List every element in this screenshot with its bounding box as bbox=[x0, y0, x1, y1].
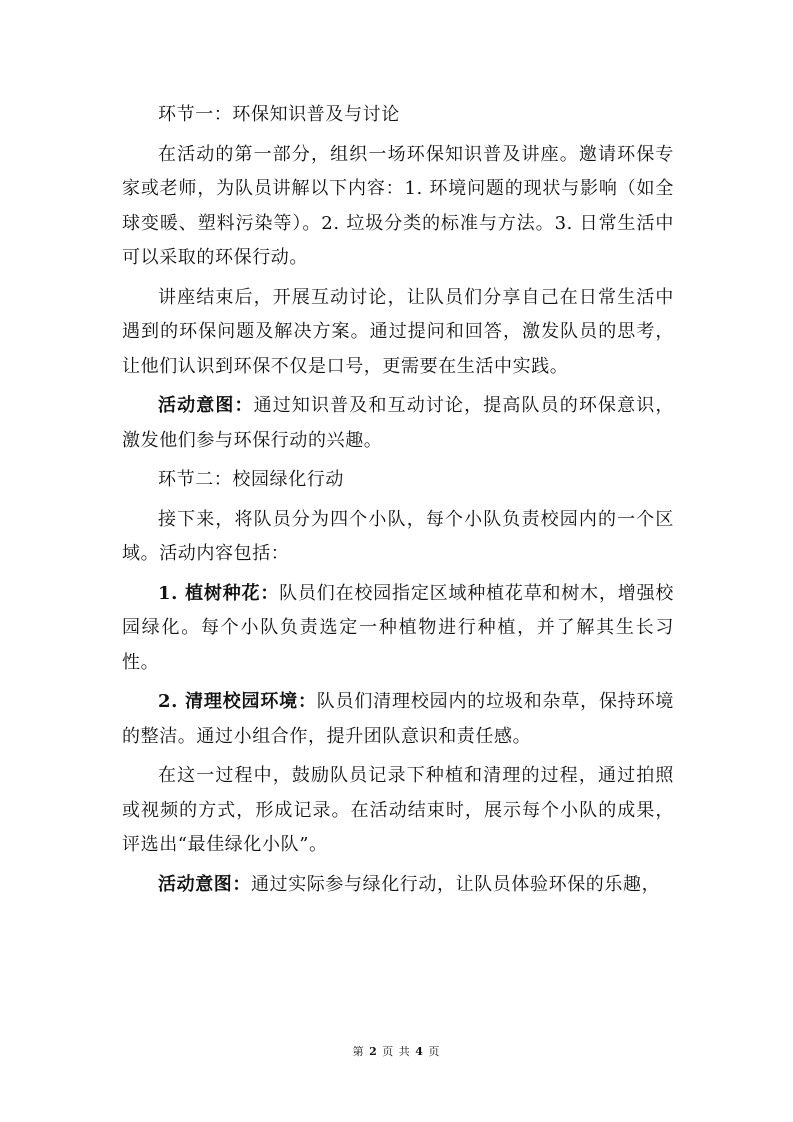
footer-prefix: 第 bbox=[352, 1045, 365, 1058]
footer-suffix: 页 bbox=[428, 1045, 441, 1058]
list-item-cleaning-text: 队员们清理校园内的垃圾和杂草，保持环境的整洁。通过小组合作，提升团队意识和责任感。 bbox=[122, 691, 674, 747]
document-body bbox=[122, 98, 674, 902]
list-item-cleaning bbox=[122, 685, 674, 754]
section2-intent bbox=[122, 868, 674, 903]
section1-paragraph-2: 讲座结束后，开展互动讨论，让队员们分享自己在日常生活中遇到的环保问题及解决方案。通过提问和回答，激发队员的思考，让他们认识到环保不仅是口号，更需要在生活中实践。 bbox=[122, 286, 674, 377]
section1-intent bbox=[122, 389, 674, 458]
list-item-planting-text: 队员们在校园指定区域种植花草和树木，增强校园绿化。每个小队负责选定一种植物进行种植，并了解其生长习性。 bbox=[122, 582, 674, 673]
section2-intent-text: 通过实际参与绿化行动，让队员体验环保的乐趣， bbox=[251, 873, 661, 895]
list-item-cleaning-label: 2. 清理校园环境： bbox=[158, 691, 317, 712]
footer-middle: 页 共 bbox=[382, 1045, 411, 1058]
section1-intent-label: 活动意图： bbox=[158, 395, 254, 416]
section2-heading: 环节二：校园绿化行动 bbox=[158, 469, 344, 490]
page-footer bbox=[0, 1043, 793, 1059]
list-item-planting bbox=[122, 577, 674, 681]
section2-paragraph-2: 在这一过程中，鼓励队员记录下种植和清理的过程，通过拍照或视频的方式，形成记录。在活动结束时，展示每个小队的成果，评选出“最佳绿化小队”。 bbox=[122, 765, 674, 855]
section1-paragraph-1: 在活动的第一部分，组织一场环保知识普及讲座。邀请环保专家或老师，为队员讲解以下内容：1. 环境问题的现状与影响（如全球变暖、塑料污染等）。2. 垃圾分类的标准与方法。3. 日常生活中可以采取的环保行动。 bbox=[122, 143, 674, 268]
section2-paragraph-1: 接下来，将队员分为四个小队，每个小队负责校园内的一个区域。活动内容包括： bbox=[122, 508, 674, 564]
footer-current-page: 2 bbox=[369, 1045, 378, 1058]
section1-intent-text: 通过知识普及和互动讨论，提高队员的环保意识，激发他们参与环保行动的兴趣。 bbox=[122, 395, 674, 451]
footer-total-pages: 4 bbox=[415, 1045, 424, 1058]
section2-intent-label: 活动意图： bbox=[158, 873, 251, 895]
section1-heading: 环节一：环保知识普及与讨论 bbox=[158, 104, 400, 125]
list-item-planting-label: 1. 植树种花： bbox=[158, 582, 280, 604]
